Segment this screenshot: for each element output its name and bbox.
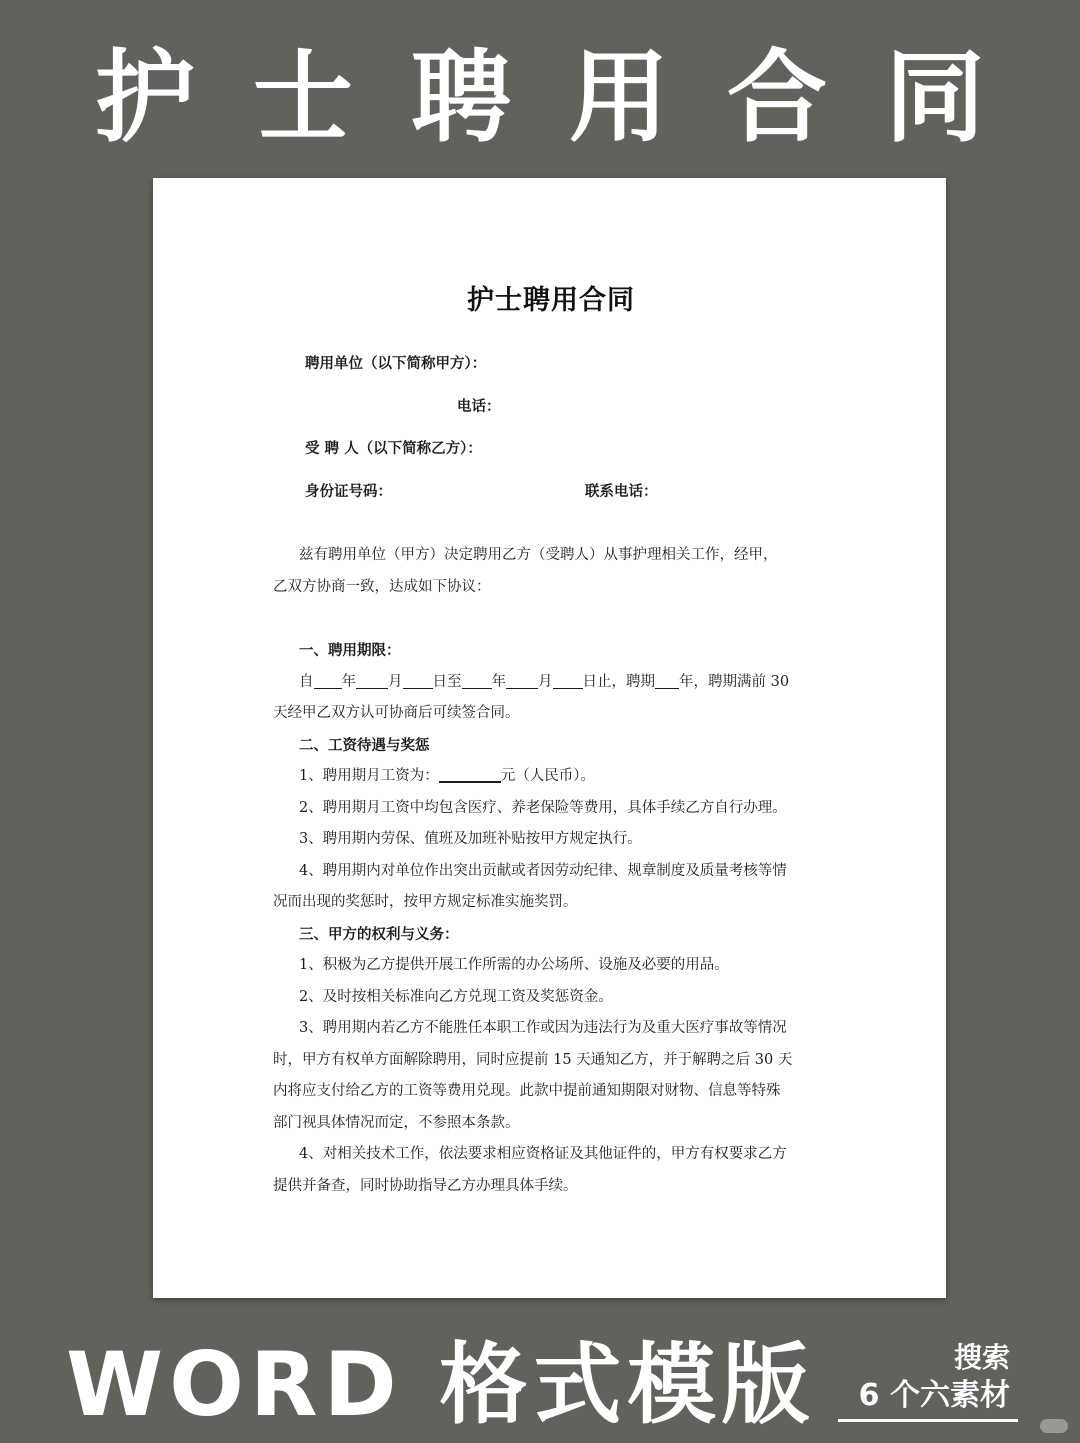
section-3-item-3-line-2: 时，甲方有权单方面解除聘用，同时应提前 15 天通知乙方，并于解聘之后 30 天 (273, 1051, 793, 1068)
term-year-2: 年 (491, 673, 506, 690)
section-2-item-3: 3、聘用期内劳保、值班及加班补贴按甲方规定执行。 (299, 831, 642, 847)
format-label: WORD 格式模版 (66, 1333, 816, 1436)
blank-line (356, 671, 388, 689)
phone-field-label: 电话： (457, 398, 501, 415)
section-3-item-2: 2、及时按相关标准向乙方兑现工资及奖惩资金。 (299, 988, 613, 1005)
contract-body (273, 540, 829, 1202)
section-2-item-4-line-1: 4、聘用期内对单位作出突出贡献或者因劳动纪律、规章制度及质量考核等情 (299, 862, 787, 879)
contact-phone-field-label: 联系电话： (585, 483, 658, 500)
section-3-item-4-line-2: 提供并备查，同时协助指导乙方办理具体手续。 (273, 1177, 578, 1194)
employee-field-label: 受 聘 人（以下简称乙方）： (305, 440, 482, 457)
blank-line (462, 671, 492, 689)
term-years-full: 年，聘期满前 30 (679, 673, 790, 690)
document-page (153, 178, 946, 1298)
document-title: 护士聘用合同 (467, 285, 635, 316)
blank-line (314, 671, 342, 689)
id-number-field-label: 身份证号码： (305, 483, 392, 500)
term-year: 年 (341, 673, 356, 690)
section-3-item-1: 1、积极为乙方提供开展工作所需的办公场所、设施及必要的用品。 (299, 957, 729, 973)
section-2-heading: 二、工资待遇与奖惩 (299, 736, 430, 754)
section-1-line-2: 天经甲乙双方认可协商后可续签合同。 (273, 705, 520, 721)
spacer (273, 603, 829, 635)
intro-line-1: 兹有聘用单位（甲方）决定聘用乙方（受聘人）从事护理相关工作，经甲， (299, 547, 778, 563)
search-hint (838, 1340, 1018, 1428)
section-1-heading: 一、聘用期限： (299, 642, 401, 659)
term-month-2: 月 (538, 673, 553, 690)
watermark-badge-icon (1040, 1419, 1068, 1433)
intro-line-2: 乙双方协商一致，达成如下协议： (273, 578, 491, 595)
salary-blank (439, 764, 501, 783)
search-tags: 6 个六素材 (858, 1378, 1010, 1413)
blank-line (506, 671, 538, 689)
section-3-item-3-line-3: 内将应支付给乙方的工资等费用兑现。此款中提前通知期限对财物、信息等特殊 (273, 1083, 781, 1099)
underline (838, 1419, 1018, 1422)
section-2-item-2: 2、聘用期月工资中均包含医疗、养老保险等费用，具体手续乙方自行办理。 (299, 799, 787, 816)
blank-line (655, 671, 679, 689)
banner-title: 护士聘用合同 (95, 39, 1043, 156)
employer-field-label: 聘用单位（以下简称甲方）： (305, 355, 487, 372)
term-day-to: 日至 (432, 673, 462, 690)
term-line (273, 667, 829, 699)
salary-line (273, 761, 829, 793)
section-3-heading: 三、甲方的权利与义务： (299, 925, 459, 943)
section-3-item-3-line-1: 3、聘用期内若乙方不能胜任本职工作或因为违法行为及重大医疗事故等情况 (299, 1020, 787, 1036)
section-2-item-4-line-2: 况而出现的奖惩时，按甲方规定标准实施奖罚。 (273, 894, 578, 910)
section-3-item-3-line-4: 部门视具体情况而定，不参照本条款。 (273, 1114, 520, 1131)
term-month: 月 (388, 673, 403, 690)
blank-line (553, 671, 583, 689)
blank-line (403, 671, 433, 689)
term-from: 自 (299, 673, 314, 690)
salary-suffix: 元（人民币）。 (500, 768, 595, 784)
section-3-item-4-line-1: 4、对相关技术工作，依法要求相应资格证及其他证件的，甲方有权要求乙方 (299, 1146, 787, 1162)
search-label: 搜索 (953, 1341, 1010, 1374)
term-day-end: 日止，聘期 (582, 673, 655, 690)
salary-prefix: 1、聘用期月工资为： (299, 768, 439, 784)
